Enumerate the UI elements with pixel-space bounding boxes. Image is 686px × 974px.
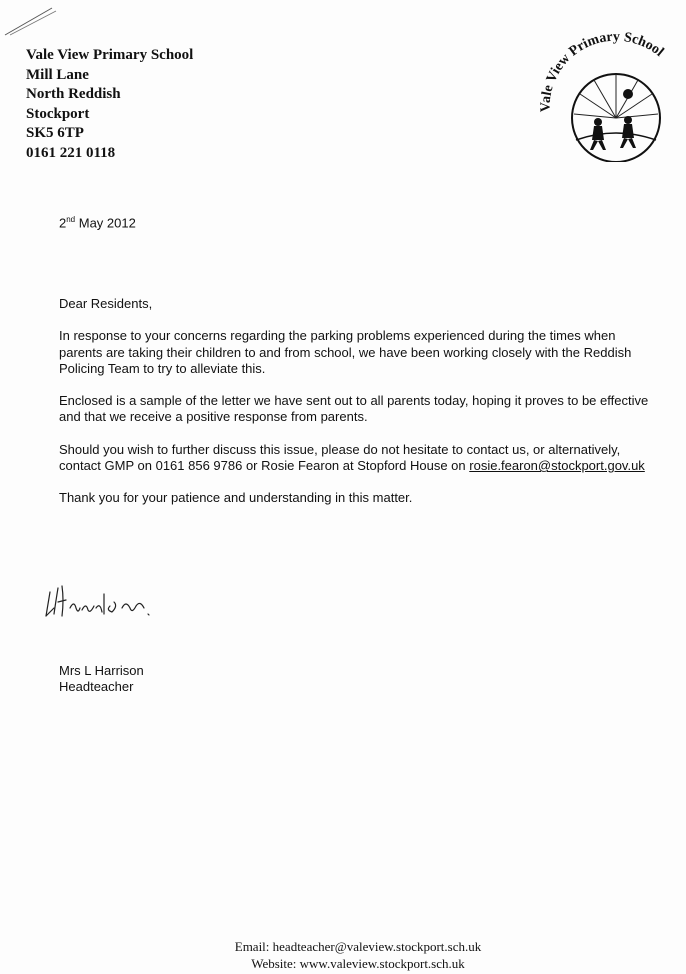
logo-text: Vale View Primary School [538,29,667,113]
ball-icon [623,89,633,99]
address-town: Stockport [26,105,90,122]
corner-pen-mark [2,2,62,38]
signatory-name: Mrs L Harrison [59,663,144,678]
letter-body [59,296,659,523]
school-phone: 0161 221 0118 [26,144,116,161]
salutation: Dear Residents, [59,296,153,311]
signatory-title: Headteacher [59,679,134,695]
svg-text:Vale View Primary School [539,30,667,113]
paragraph-parking: In response to your concerns regarding the parking problems experienced during the times when parents are taking their children to and from school, we have been working closely with the Reddish Policing Team to try to alleviate this. [59,328,632,376]
school-logo [532,22,686,162]
closing-line: Thank you for your patience and understanding in this matter. [59,490,413,506]
date-month-year: May 2012 [75,215,136,231]
paragraph-enclosed: Enclosed is a sample of the letter we have sent out to all parents today, hoping it proves to be effective and that we receive a positive response from parents. [59,393,649,425]
footer-website: Website: www.valeview.stockport.sch.uk [251,956,465,971]
paragraph-contact [59,442,659,475]
date-suffix: nd [66,215,76,224]
date-day: 2 [59,215,67,231]
signatory-block [59,663,144,696]
address-postcode: SK5 6TP [26,125,84,141]
school-name: Vale View Primary School [26,47,194,63]
contact-text: Should you wish to further discuss this issue, please do not hesitate to contact us, or alternatively, contact GMP on 0161 856 9786 or Rosie Fearon at Stopford House on [59,441,621,474]
handwritten-signature [40,578,200,628]
letter-date [59,215,136,230]
address-area: North Reddish [26,86,121,102]
school-address [26,46,193,163]
contact-email-link[interactable]: rosie.fearon@stockport.gov.uk [469,458,645,474]
footer-email: Email: headteacher@valeview.stockport.sch.uk [234,939,482,954]
address-street: Mill Lane [26,66,89,83]
letter-footer [0,938,686,972]
